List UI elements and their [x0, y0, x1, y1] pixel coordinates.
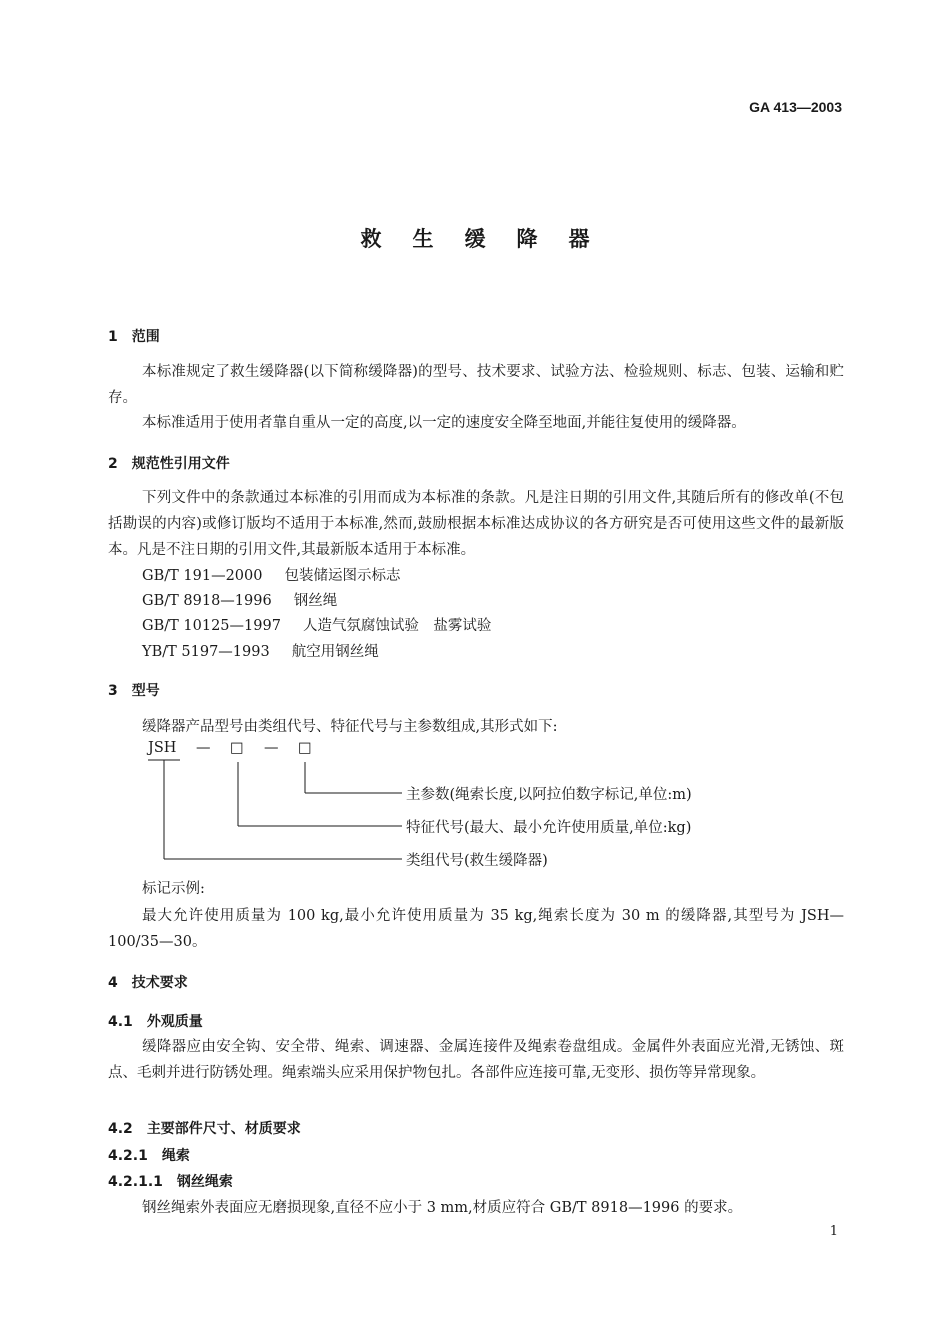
reference-name: 钢丝绳	[293, 593, 338, 609]
section-title: 钢丝绳索	[176, 1174, 233, 1190]
section-4-heading	[108, 972, 188, 992]
feature-code-label: 特征代号(最大、最小允许使用质量,单位:kg)	[406, 820, 692, 836]
section-number: 4	[108, 975, 118, 991]
standard-number: GA 413—2003	[749, 99, 842, 115]
section-title: 规范性引用文件	[131, 456, 230, 472]
section-title: 技术要求	[131, 975, 188, 991]
section-4-2-1-1-paragraph: 钢丝绳索外表面应无磨损现象,直径不应小于 3 mm,材质应符合 GB/T 8918—1996 的要求。	[142, 1200, 743, 1216]
reference-code: GB/T 10125—1997	[142, 618, 281, 634]
model-prefix: JSH	[148, 740, 177, 756]
reference-name: 包装储运图示标志	[284, 568, 401, 584]
section-title: 型号	[131, 683, 160, 699]
document-title: 救生缓降器	[360, 227, 621, 251]
section-number: 4.2.1.1	[108, 1174, 163, 1190]
section-4-1-paragraph: 缓降器应由安全钩、安全带、绳索、调速器、金属连接件及绳索卷盘组成。金属件外表面应光滑,无锈蚀、斑点、毛刺并进行防锈处理。绳索端头应采用保护物包扎。各部件应连接可靠,无变形、损伤等异常现象。	[108, 1039, 844, 1081]
example-label: 标记示例:	[142, 881, 205, 897]
class-code-label: 类组代号(救生缓降器)	[406, 853, 548, 869]
model-dash: —	[196, 740, 211, 756]
model-box: □	[230, 740, 244, 756]
reference-code: GB/T 191—2000	[142, 568, 263, 584]
section-number: 3	[108, 683, 118, 699]
section-4-1-heading	[108, 1011, 203, 1031]
example-text: 最大允许使用质量为 100 kg,最小允许使用质量为 35 kg,绳索长度为 30 m 的缓降器,其型号为 JSH—100/35—30。	[108, 908, 844, 950]
section-4-2-1-heading	[108, 1145, 190, 1165]
page-number: 1	[829, 1224, 838, 1239]
section-number: 1	[108, 329, 118, 345]
section-title: 范围	[131, 329, 160, 345]
section-1-paragraph-1: 本标准规定了救生缓降器(以下简称缓降器)的型号、技术要求、试验方法、检验规则、标志、包装、运输和贮存。	[108, 364, 844, 406]
reference-name: 航空用钢丝绳	[291, 644, 379, 660]
section-4-2-heading	[108, 1118, 301, 1138]
section-number: 4.2.1	[108, 1148, 148, 1164]
reference-name: 人造气氛腐蚀试验 盐雾试验	[302, 618, 492, 634]
section-number: 4.2	[108, 1121, 133, 1137]
model-box: □	[298, 740, 312, 756]
main-parameter-label: 主参数(绳索长度,以阿拉伯数字标记,单位:m)	[406, 787, 692, 803]
section-title: 外观质量	[146, 1014, 203, 1030]
section-3-paragraph-1: 缓降器产品型号由类组代号、特征代号与主参数组成,其形式如下:	[142, 719, 558, 735]
section-1-paragraph-2: 本标准适用于使用者靠自重从一定的高度,以一定的速度安全降至地面,并能往复使用的缓降器。	[142, 415, 746, 431]
section-2-paragraph-1: 下列文件中的条款通过本标准的引用而成为本标准的条款。凡是注日期的引用文件,其随后所有的修改单(不包括勘误的内容)或修订版均不适用于本标准,然而,鼓励根据本标准达成协议的各方研究是否可使用这些文件的最新版本。凡是不注日期的引用文件,其最新版本适用于本标准。	[108, 490, 844, 558]
section-title: 绳索	[161, 1148, 190, 1164]
section-4-2-1-1-heading	[108, 1171, 233, 1191]
model-dash: —	[264, 740, 279, 756]
section-title: 主要部件尺寸、材质要求	[146, 1121, 301, 1137]
reference-code: YB/T 5197—1993	[142, 644, 270, 660]
reference-code: GB/T 8918—1996	[142, 593, 272, 609]
section-number: 2	[108, 456, 118, 472]
section-number: 4.1	[108, 1014, 133, 1030]
